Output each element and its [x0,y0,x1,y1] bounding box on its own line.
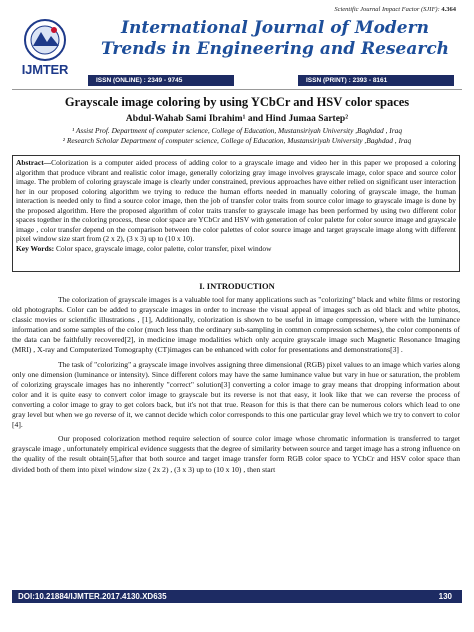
paper-authors: Abdul-Wahab Sami Ibrahim¹ and Hind Jumaa Sartep² [125,114,349,124]
logo-text: IJMTER [21,62,69,77]
intro-paragraph-3: Our proposed colorization method require selection of source color image whose chromatic information is transferred to target grayscale image , unfortunately empirical evidence suggests that the degree of similarity between source and target image has a strong influence on the quality of the result obtain[5],after that both source and target image transfer form RGB color space to YCbCr and HSV color space than divided both of them into pixel window size ( 2x 2) , (3 x 3) up to (10 x 10) , then start [12,434,460,474]
abstract-text: Colorization is a computer aided process of adding color to a grayscale image and video her in this paper we proposed a coloring algorithm that produce vibrant and realistic color image, generally colorizing gray image involves grayscale image, color space and source color image. The problem of coloring grayscale image is clearly under constrained, previous approaches have either relied on significant user interaction her in our proposed coloring algorithm we trying to reduce the human efforts needed in manually coloring of grayscale image, the human interaction is needed only to find a source color image, then the job of transfer color traits from source color image to grayscale image is done by the proposed algorithm. Here the proposed algorithm of color traits transfer to grayscale image has been performed by using two different color spaces together in the coloring process, these color space are YCbCr and HSV with generation of color palette for color source image and grayscale image , color transfer depend on the comparison between the color palettes of color source image and target grayscale image along with different pixel window size start from (2 x 2), (3 x 3) up to (10 x 10). [16,158,456,244]
keywords [16,244,456,254]
journal-logo [14,16,76,86]
affiliation-2: ² Research Scholar Department of computer science, College of Education, Mustansiriyah University ,Baghdad , Iraq [62,136,412,145]
doi-link[interactable]: DOI:10.21884/IJMTER.2017.4130.XD635 [18,592,167,601]
intro-paragraph-1: The colorization of grayscale images is a valuable tool for many applications such as "colorizing" black and white films or restoring old photographs. Color can be added to grayscale images in order to increase the visual appeal of images such as old black and white photos, classic movies or scientific illustrations , [1], Additionally, colorization is shown to be useful in image compression, where with the luminance information and some samples of the color (much less than the ordinary sub-sampling in common compression schemes), the color components of the data can be faithfully recovered[2], in medicine image modalities which only acquire grayscale image such Magnetic Resonance Imaging (MRI) , X-ray and Computerized Tomography (CT)images can be enhanced with color for presentations and demonstrations[3] . [12,295,460,355]
header-divider [12,89,462,90]
page-number: 130 [438,592,452,601]
page-footer [12,590,462,603]
paper-title: Grayscale image coloring by using YCbCr and HSV color spaces [64,95,410,109]
issn-online: ISSN (ONLINE) : 2349 - 9745 [88,75,234,86]
intro-paragraph-2: The task of "colorizing" a grayscale image involves assigning three dimensional (RGB) pixel values to an image which varies along only one dimension (luminance or intensity). Since different colors may have the same luminance value but vary in hue or saturation, the problem of colorizing grayscale images has no inherently "correct" solution[3] converting a color image to gray means that dropping information about color and it is quite easy to convert color image to grayscale but its reverse is not that easy, it look like that we can reverse the process of converting a color image to gray to get colors back, but it's not that true. Reason for this is that there can be numerous colors which lead to one gray level but when we go reverse of it, we cannot decide which color corresponds to this one particular gray level which we try to convert to color [4]. [12,359,460,430]
abstract-box [12,155,460,272]
issn-print: ISSN (PRINT) : 2393 - 8161 [298,75,454,86]
impact-factor-label: Scientific Journal Impact Factor (SJIF): [334,6,440,13]
section-heading-introduction: I. INTRODUCTION [199,281,275,291]
logo-mark-icon [14,16,76,64]
impact-factor-value: 4.364 [441,6,456,13]
journal-masthead [0,12,474,88]
keywords-label: Key Words: [16,243,55,253]
introduction-body [12,295,460,479]
keywords-text: Color space, grayscale image, color palette, color transfer, pixel window [55,243,272,253]
abstract-label: Abstract— [16,158,52,167]
affiliation-1: ¹ Assist Prof. Department of computer science, College of Education, Mustansiriyah University ,Baghdad , Iraq [71,126,403,135]
abstract [16,158,456,244]
journal-title: International Journal of Modern Trends in Engineering and Research [100,18,450,59]
